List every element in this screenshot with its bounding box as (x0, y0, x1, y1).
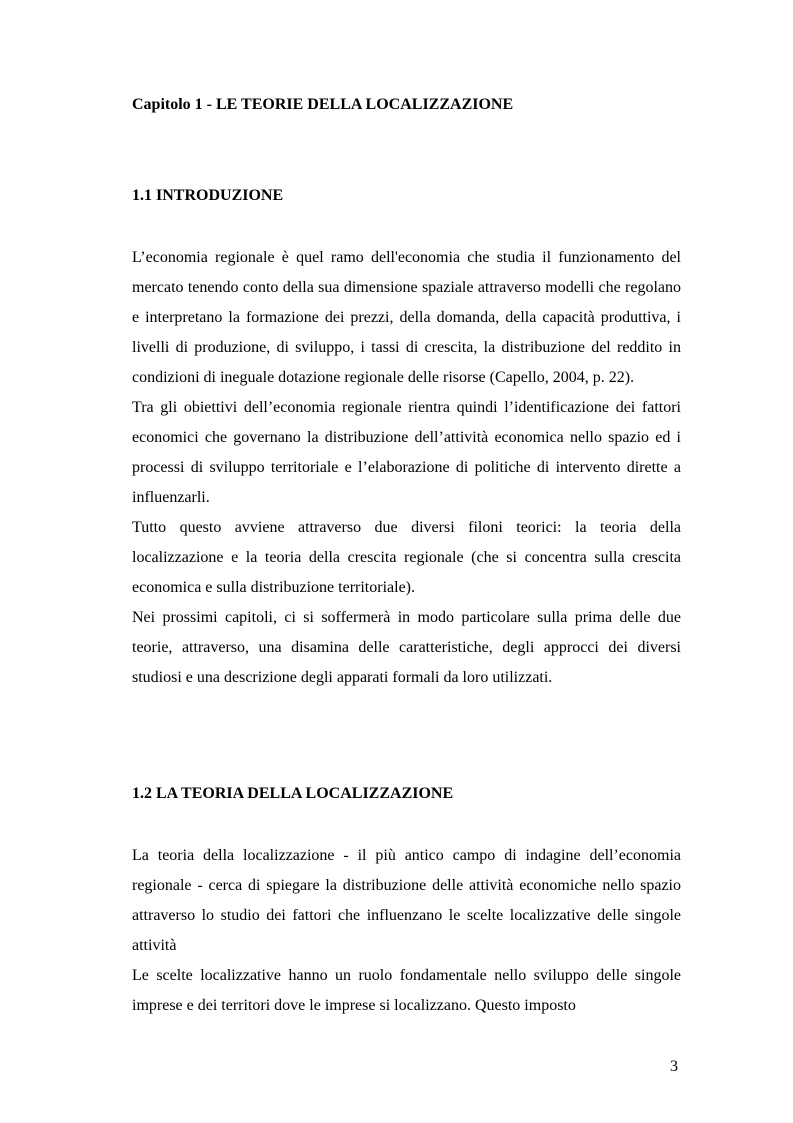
page-number: 3 (670, 1058, 678, 1075)
paragraph: Nei prossimi capitoli, ci si soffermerà in modo particolare sulla prima delle due teorie, attraverso, una disamina delle caratteristiche, degli approcci dei diversi studiosi e una descrizione degli apparati formali da loro utilizzati. (132, 609, 681, 686)
section-body-teoria-localizzazione (132, 841, 681, 1021)
section-heading-teoria-localizzazione: 1.2 LA TEORIA DELLA LOCALIZZAZIONE (132, 785, 454, 802)
paragraph: Le scelte localizzative hanno un ruolo fondamentale nello sviluppo delle singole imprese e dei territori dove le imprese si localizzano. Questo imposto (132, 967, 681, 1014)
section-body-introduzione (132, 243, 681, 693)
paragraph: Tutto questo avviene attraverso due diversi filoni teorici: la teoria della localizzazione e la teoria della crescita regionale (che si concentra sulla crescita economica e sulla distribuzione territoriale). (132, 519, 681, 596)
section-heading-introduzione: 1.1 INTRODUZIONE (132, 187, 284, 204)
chapter-title: Capitolo 1 - LE TEORIE DELLA LOCALIZZAZIONE (132, 96, 514, 113)
paragraph: Tra gli obiettivi dell’economia regionale rientra quindi l’identificazione dei fattori economici che governano la distribuzione dell’attività economica nello spazio ed i processi di sviluppo territoriale e l’elaborazione di politiche di intervento dirette a influenzarli. (132, 399, 681, 506)
paragraph: La teoria della localizzazione - il più antico campo di indagine dell’economia regionale - cerca di spiegare la distribuzione delle attività economiche nello spazio attraverso lo studio dei fattori che influenzano le scelte localizzative delle singole attività (132, 847, 681, 954)
paragraph: L’economia regionale è quel ramo dell'economia che studia il funzionamento del mercato tenendo conto della sua dimensione spaziale attraverso modelli che regolano e interpretano la formazione dei prezzi, della domanda, della capacità produttiva, i livelli di produzione, di sviluppo, i tassi di crescita, la distribuzione del reddito in condizioni di ineguale dotazione regionale delle risorse (Capello, 2004, p. 22). (132, 249, 681, 386)
